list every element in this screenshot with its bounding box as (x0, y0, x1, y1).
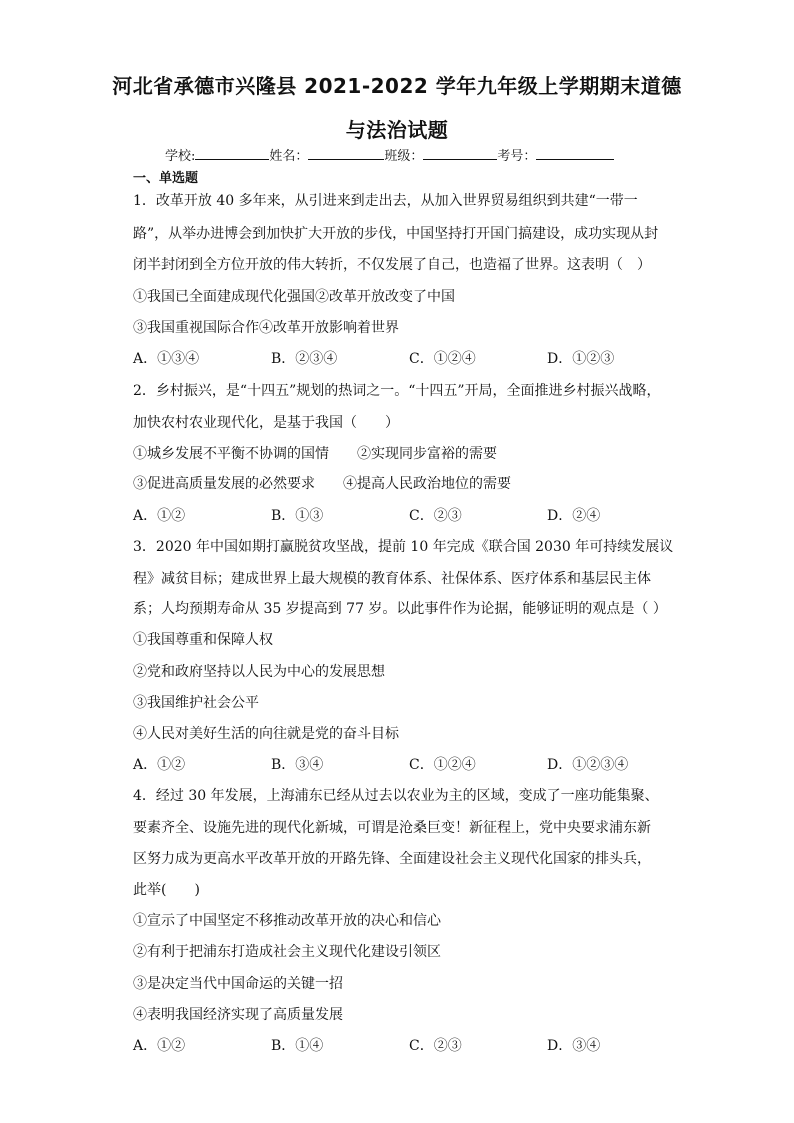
exam-no-label: 考号： (497, 149, 537, 164)
school-label: 学校: (165, 149, 196, 164)
statement-item: ①宣示了中国坚定不移推动改革开放的决心和信心 (133, 913, 441, 929)
page-title: 河北省承德市兴隆县 2021-2022 学年九年级上学期期末道德 (112, 74, 682, 98)
question-line: 要素齐全、设施先进的现代化新城，可谓是沧桑巨变！新征程上，党中央要求浦东新 (133, 820, 651, 836)
name-label: 姓名： (269, 149, 309, 164)
question-line: 1．改革开放 40 多年来，从引进来到走出去，从加入世界贸易组织到共建“一带一 (133, 193, 638, 209)
option-b[interactable]: B．①④ (271, 1038, 324, 1054)
option-a[interactable]: A．①② (133, 757, 186, 773)
question-line: 系；人均预期寿命从 35 岁提高到 77 岁。以此事件作为论据，能够证明的观点是（ ） (133, 601, 667, 617)
option-a[interactable]: A．①② (133, 508, 186, 524)
option-c[interactable]: C．①②④ (409, 757, 476, 773)
option-c[interactable]: C．②③ (409, 1038, 462, 1054)
statement-item: ①我国已全面建成现代化强国②改革开放改变了中国 (133, 289, 455, 305)
option-b[interactable]: B．③④ (271, 757, 324, 773)
student-info-row (165, 145, 614, 164)
class-blank[interactable] (423, 147, 497, 160)
statement-item: ③我国维护社会公平 (133, 695, 259, 711)
section-heading: 一、单选题 (133, 171, 199, 186)
statement-item: ④人民对美好生活的向往就是党的奋斗目标 (133, 726, 399, 742)
option-d[interactable]: D．③④ (547, 1038, 601, 1054)
option-a[interactable]: A．①③④ (133, 351, 200, 367)
question-line: 4．经过 30 年发展，上海浦东已经从过去以农业为主的区域，变成了一座功能集聚、 (133, 788, 659, 804)
option-c[interactable]: C．①②④ (409, 351, 476, 367)
statement-item: ①城乡发展不平衡不协调的国情 ②实现同步富裕的需要 (133, 446, 497, 462)
question-line: 3．2020 年中国如期打赢脱贫攻坚战，提前 10 年完成《联合国 2030 年可持续发展议 (133, 539, 674, 555)
option-d[interactable]: D．②④ (547, 508, 601, 524)
question-line: 2．乡村振兴，是“十四五”规划的热词之一。“十四五”开局，全面推进乡村振兴战略， (133, 383, 661, 399)
question-line: 路”，从举办进博会到加快扩大开放的步伐，中国坚持打开国门搞建设，成功实现从封 (133, 226, 659, 242)
option-c[interactable]: C．②③ (409, 508, 462, 524)
option-b[interactable]: B．①③ (271, 508, 324, 524)
name-blank[interactable] (308, 147, 384, 160)
page-subtitle: 与法治试题 (345, 118, 449, 142)
statement-item: ②有利于把浦东打造成社会主义现代化建设引领区 (133, 944, 441, 960)
statement-item: ③是决定当代中国命运的关键一招 (133, 976, 343, 992)
question-line: 此举( ) (133, 882, 200, 898)
statement-item: ③促进高质量发展的必然要求 ④提高人民政治地位的需要 (133, 476, 511, 492)
statement-item: ④表明我国经济实现了高质量发展 (133, 1007, 343, 1023)
question-line: 程》减贫目标；建成世界上最大规模的教育体系、社保体系、医疗体系和基层民主体 (133, 571, 651, 587)
statement-item: ①我国尊重和保障人权 (133, 632, 273, 648)
option-a[interactable]: A．①② (133, 1038, 186, 1054)
option-b[interactable]: B．②③④ (271, 351, 338, 367)
statement-item: ②党和政府坚持以人民为中心的发展思想 (133, 664, 385, 680)
option-d[interactable]: D．①②③ (547, 351, 615, 367)
question-line: 闭半封闭到全方位开放的伟大转折，不仅发展了自己，也造福了世界。这表明（ ） (133, 257, 651, 273)
question-line: 区努力成为更高水平改革开放的开路先锋、全面建设社会主义现代化国家的排头兵， (133, 851, 651, 867)
statement-item: ③我国重视国际合作④改革开放影响着世界 (133, 320, 399, 336)
exam-no-blank[interactable] (536, 147, 614, 160)
school-blank[interactable] (195, 147, 269, 160)
class-label: 班级： (384, 149, 424, 164)
question-line: 加快农村农业现代化，是基于我国（ ） (133, 415, 399, 431)
option-d[interactable]: D．①②③④ (547, 757, 629, 773)
